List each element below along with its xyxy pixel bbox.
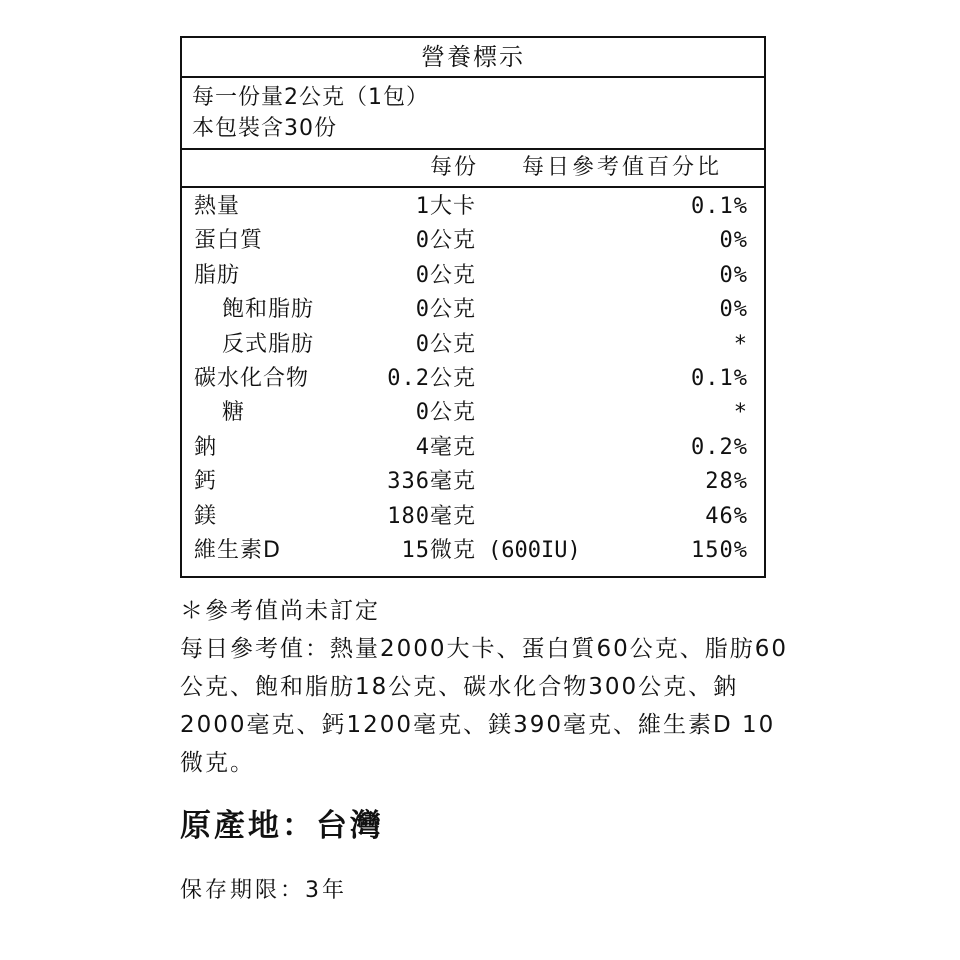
nutrient-name: 鈉 <box>194 434 218 460</box>
nutrient-amount: 336毫克 <box>387 469 476 495</box>
nutrient-daily-value: * <box>733 331 748 357</box>
nutrient-row <box>182 534 764 568</box>
nutrient-row <box>182 500 764 534</box>
origin-label: 原產地：台灣 <box>180 808 384 844</box>
nutrient-name: 脂肪 <box>194 262 241 288</box>
nutrient-amount: 15微克 <box>401 537 476 563</box>
nutrient-name: 鈣 <box>194 469 218 495</box>
nutrient-daily-value: 150% <box>691 537 748 563</box>
nutrient-name: 熱量 <box>194 194 241 219</box>
nutrient-name: 維生素D <box>194 537 281 563</box>
nutrient-daily-value: 0% <box>719 228 748 254</box>
nutrient-name: 碳水化合物 <box>194 365 310 391</box>
nutrient-amount: 0公克 <box>415 400 476 426</box>
serving-info <box>182 78 764 150</box>
nutrient-extra: (600IU) <box>488 537 581 563</box>
nutrient-amount: 4毫克 <box>415 434 476 460</box>
nutrient-name: 飽和脂肪 <box>222 297 315 323</box>
serving-size: 每一份量2公克（1包） <box>192 85 429 110</box>
not-established-note: ＊參考值尚未訂定 <box>180 598 380 624</box>
shelf-life-label: 保存期限：3年 <box>180 878 347 903</box>
nutrient-amount: 0公克 <box>415 297 476 323</box>
nutrient-row <box>182 293 764 327</box>
nutrient-amount: 0公克 <box>415 331 476 357</box>
nutrient-name: 糖 <box>222 400 246 426</box>
nutrient-daily-value: 0.1% <box>691 194 748 219</box>
nutrient-name: 蛋白質 <box>194 228 264 254</box>
nutrient-daily-value: 28% <box>705 469 748 495</box>
nutrient-daily-value: 0.1% <box>691 365 748 391</box>
daily-values-note: 每日參考值：熱量2000大卡、蛋白質60公克、脂肪60公克、飽和脂肪18公克、碳水化合物300公克、鈉2000毫克、鈣1200毫克、鎂390毫克、維生素D 10微克。 <box>180 636 789 776</box>
nutrient-rows <box>182 188 764 568</box>
nutrition-facts-panel <box>180 36 766 578</box>
nutrient-row <box>182 224 764 258</box>
per-serving-header: 每份 <box>429 155 478 180</box>
nutrient-row <box>182 431 764 465</box>
nutrient-name: 鎂 <box>194 503 218 529</box>
nutrient-name: 反式脂肪 <box>222 331 315 357</box>
nutrient-row <box>182 465 764 499</box>
nutrient-row <box>182 362 764 396</box>
daily-value-header: 每日參考值百分比 <box>522 155 723 180</box>
nutrition-title: 營養標示 <box>182 38 764 78</box>
nutrient-row <box>182 190 764 224</box>
nutrient-row <box>182 396 764 430</box>
nutrient-amount: 0公克 <box>415 228 476 254</box>
column-header-row <box>182 150 764 188</box>
nutrient-amount: 1大卡 <box>415 194 476 219</box>
nutrient-daily-value: 46% <box>705 503 748 529</box>
nutrient-row <box>182 259 764 293</box>
nutrient-amount: 180毫克 <box>387 503 476 529</box>
nutrient-daily-value: 0% <box>719 297 748 323</box>
footnotes <box>180 592 800 782</box>
nutrient-row <box>182 328 764 362</box>
nutrient-amount: 0公克 <box>415 262 476 288</box>
nutrient-daily-value: 0% <box>719 262 748 288</box>
nutrient-amount: 0.2公克 <box>387 365 476 391</box>
servings-per-package: 本包裝含30份 <box>192 116 337 141</box>
nutrient-daily-value: * <box>733 400 748 426</box>
nutrient-daily-value: 0.2% <box>691 434 748 460</box>
